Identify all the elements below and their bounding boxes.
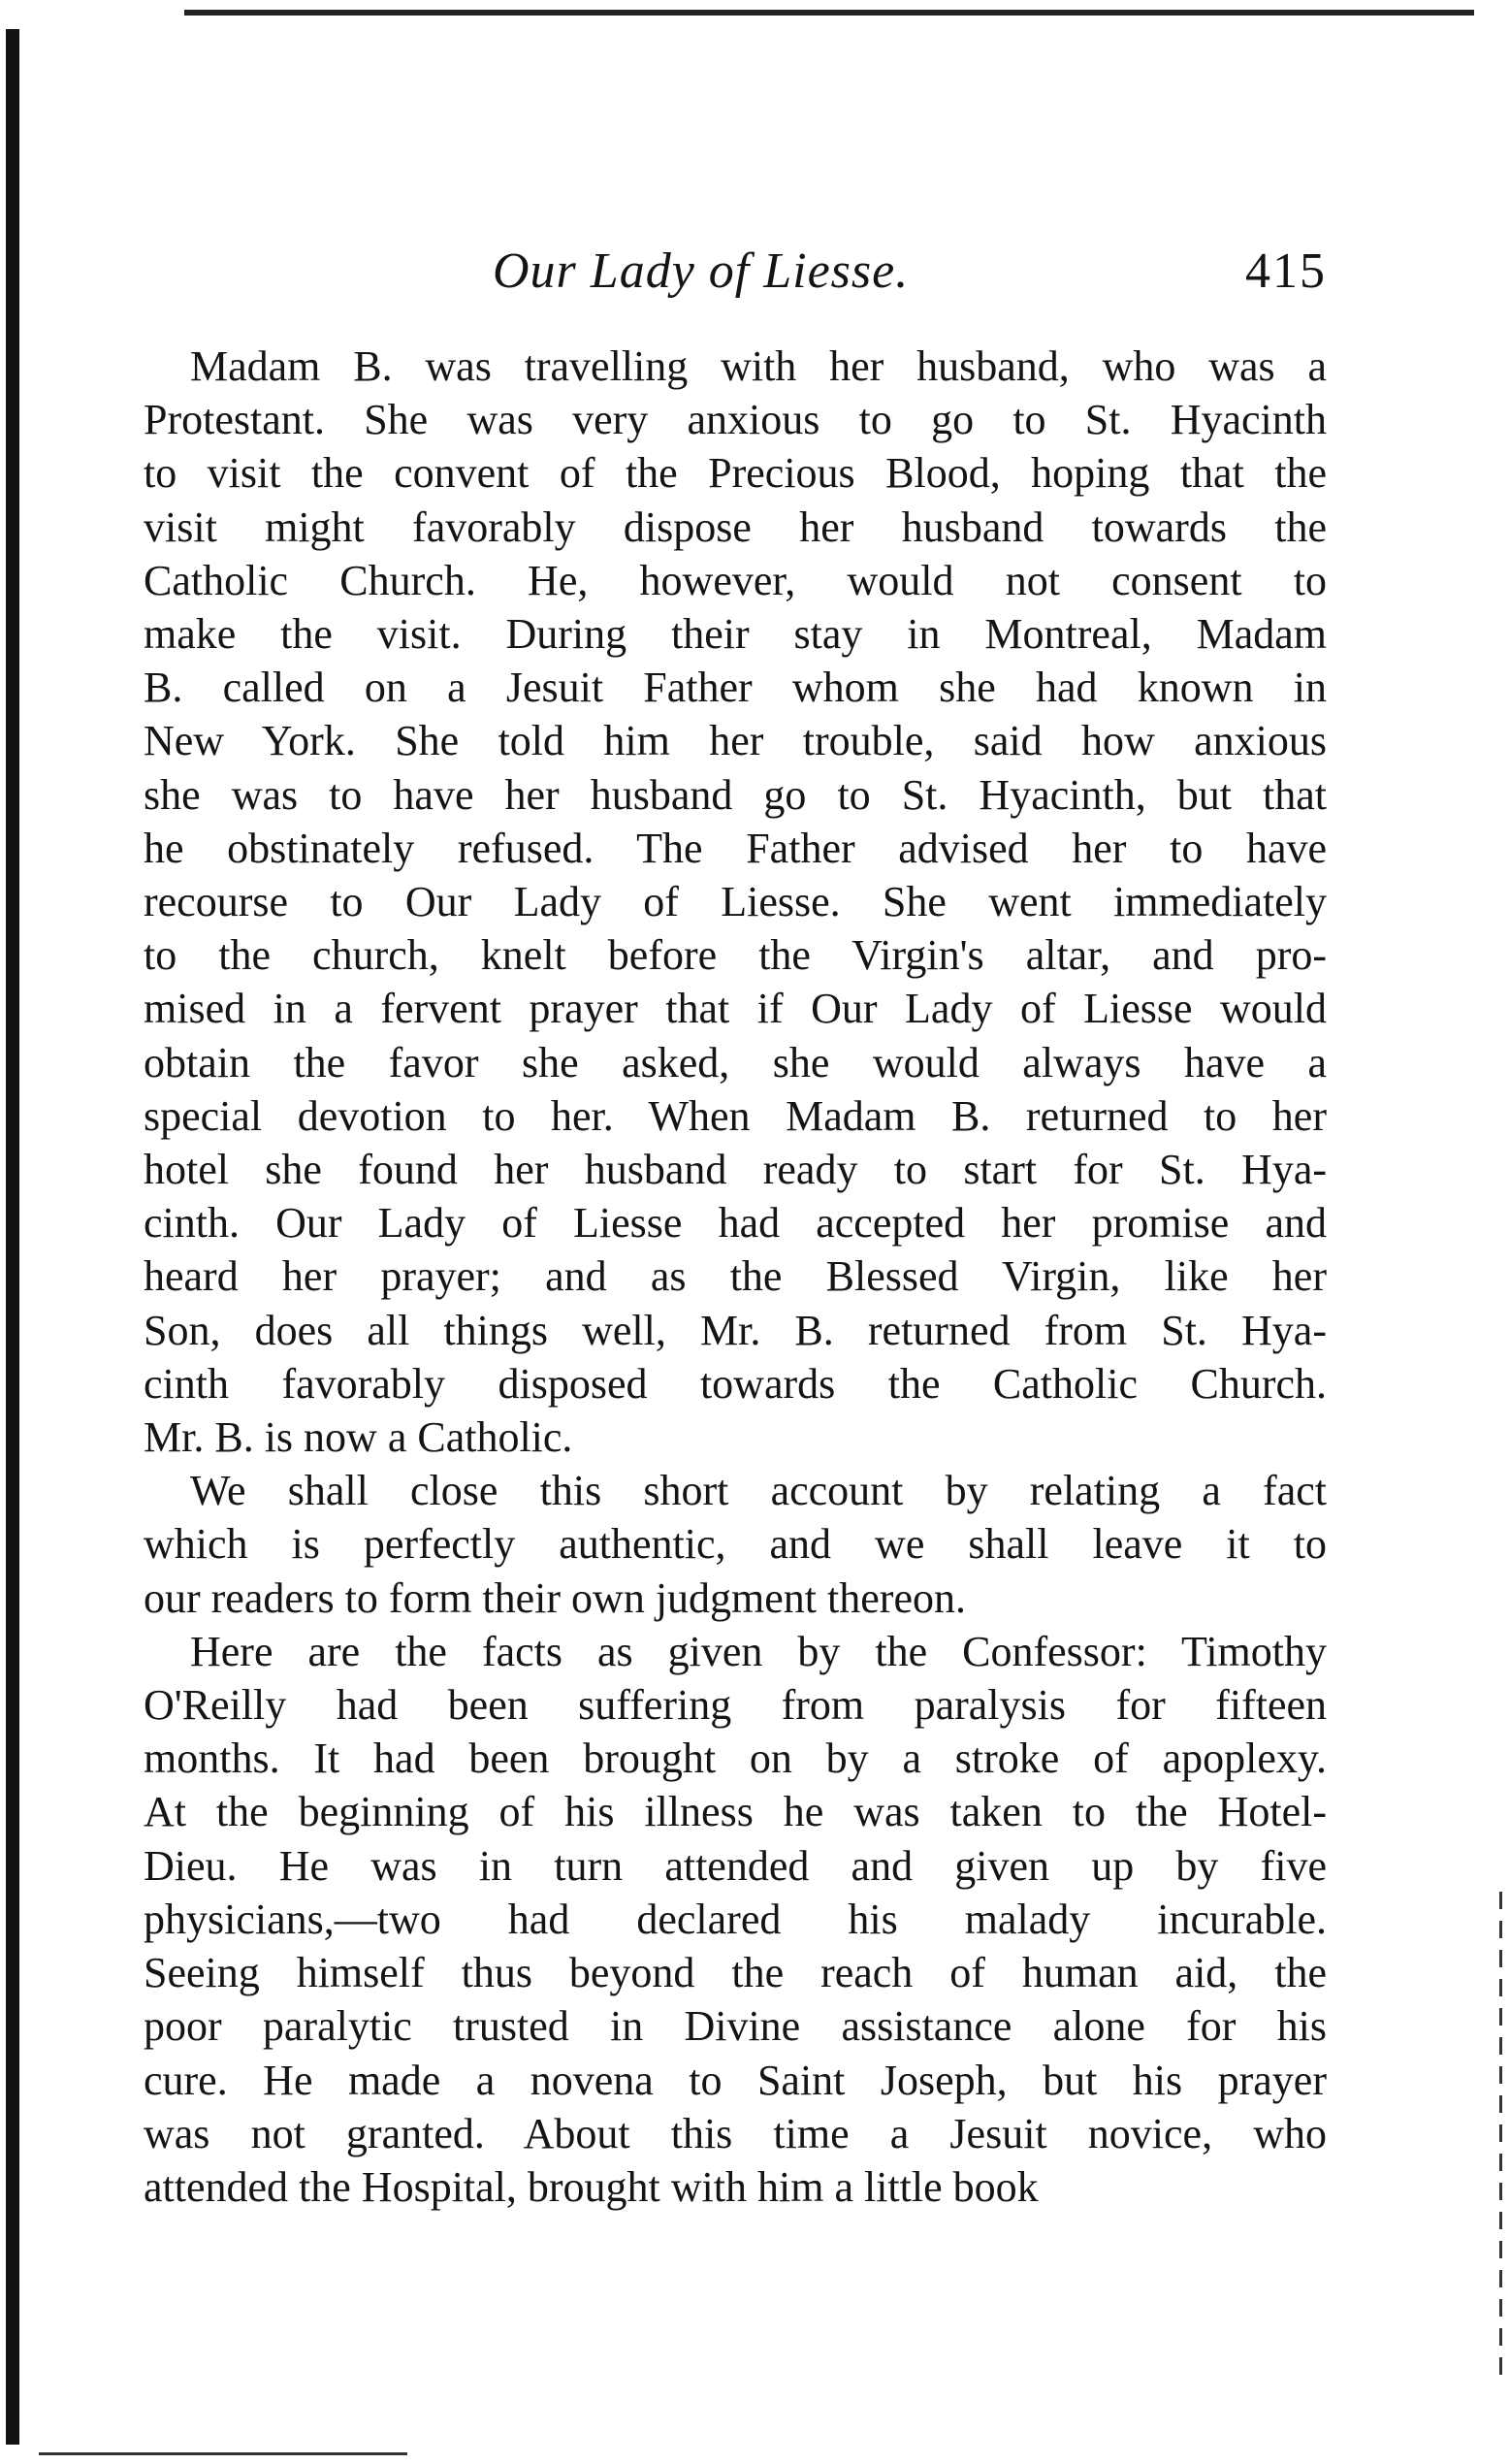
text-line: make the visit. During their stay in Montreal, Madam [144,610,1327,659]
scan-edge-bottom [39,2452,407,2455]
text-line: hotel she found her husband ready to start for St. Hya- [144,1146,1327,1194]
paragraph [144,1625,1327,2214]
scan-edge-top [184,10,1474,16]
text-line: Son, does all things well, Mr. B. returned from St. Hya- [144,1306,1327,1354]
text-line: physicians,—two had declared his malady incurable. [144,1895,1327,1943]
text-line: obtain the favor she asked, she would always have a [144,1038,1327,1086]
text-line: Madam B. was travelling with her husband, who was a [190,342,1327,390]
text-line: cinth. Our Lady of Liesse had accepted her promise and [144,1199,1327,1248]
text-line: our readers to form their own judgment thereon. [144,1573,966,1622]
text-line: heard her prayer; and as the Blessed Virgin, like her [144,1252,1327,1301]
text-line: visit might favorably dispose her husband towards the [144,503,1327,551]
text-line: We shall close this short account by relating a fact [190,1467,1327,1515]
page-number: 415 [1245,243,1327,299]
text-line: special devotion to her. When Madam B. returned to her [144,1091,1327,1140]
text-line: Seeing himself thus beyond the reach of human aid, the [144,1949,1327,1997]
text-line: B. called on a Jesuit Father whom she had known in [144,664,1327,712]
text-line: poor paralytic trusted in Divine assistance alone for his [144,2002,1327,2051]
text-line: was not granted. About this time a Jesuit novice, who [144,2109,1327,2157]
text-line: Mr. B. is now a Catholic. [144,1413,573,1462]
text-line: attended the Hospital, brought with him a little book [144,2162,1039,2211]
running-head [144,243,1327,320]
text-line: At the beginning of his illness he was taken to the Hotel- [144,1788,1327,1836]
text-line: Catholic Church. He, however, would not consent to [144,556,1327,604]
scan-edge-right [1499,1892,1502,2386]
text-line: which is perfectly authentic, and we shall leave it to [144,1520,1327,1569]
text-line: to the church, knelt before the Virgin's altar, and pro- [144,931,1327,980]
text-line: cinth favorably disposed towards the Catholic Church. [144,1359,1327,1408]
book-page [144,243,1327,2214]
running-title: Our Lady of Liesse. [493,243,910,299]
text-line: to visit the convent of the Precious Blood, hoping that the [144,449,1327,498]
paragraph [144,340,1327,1464]
text-line: she was to have her husband go to St. Hyacinth, but that [144,770,1327,819]
text-line: cure. He made a novena to Saint Joseph, but his prayer [144,2056,1327,2104]
text-line: mised in a fervent prayer that if Our Lady of Liesse would [144,985,1327,1033]
text-line: New York. She told him her trouble, said how anxious [144,717,1327,765]
scan-edge-left [6,29,19,2445]
paragraph [144,1464,1327,1625]
text-line: O'Reilly had been suffering from paralysis for fifteen [144,1681,1327,1730]
text-line: Protestant. She was very anxious to go to St. Hyacinth [144,396,1327,444]
body-text [144,340,1327,2214]
text-line: Here are the facts as given by the Confessor: Timothy [190,1627,1327,1675]
text-line: months. It had been brought on by a stroke of apoplexy. [144,1735,1327,1783]
text-line: he obstinately refused. The Father advised her to have [144,824,1327,872]
text-line: recourse to Our Lady of Liesse. She went immediately [144,878,1327,926]
text-line: Dieu. He was in turn attended and given up by five [144,1841,1327,1890]
